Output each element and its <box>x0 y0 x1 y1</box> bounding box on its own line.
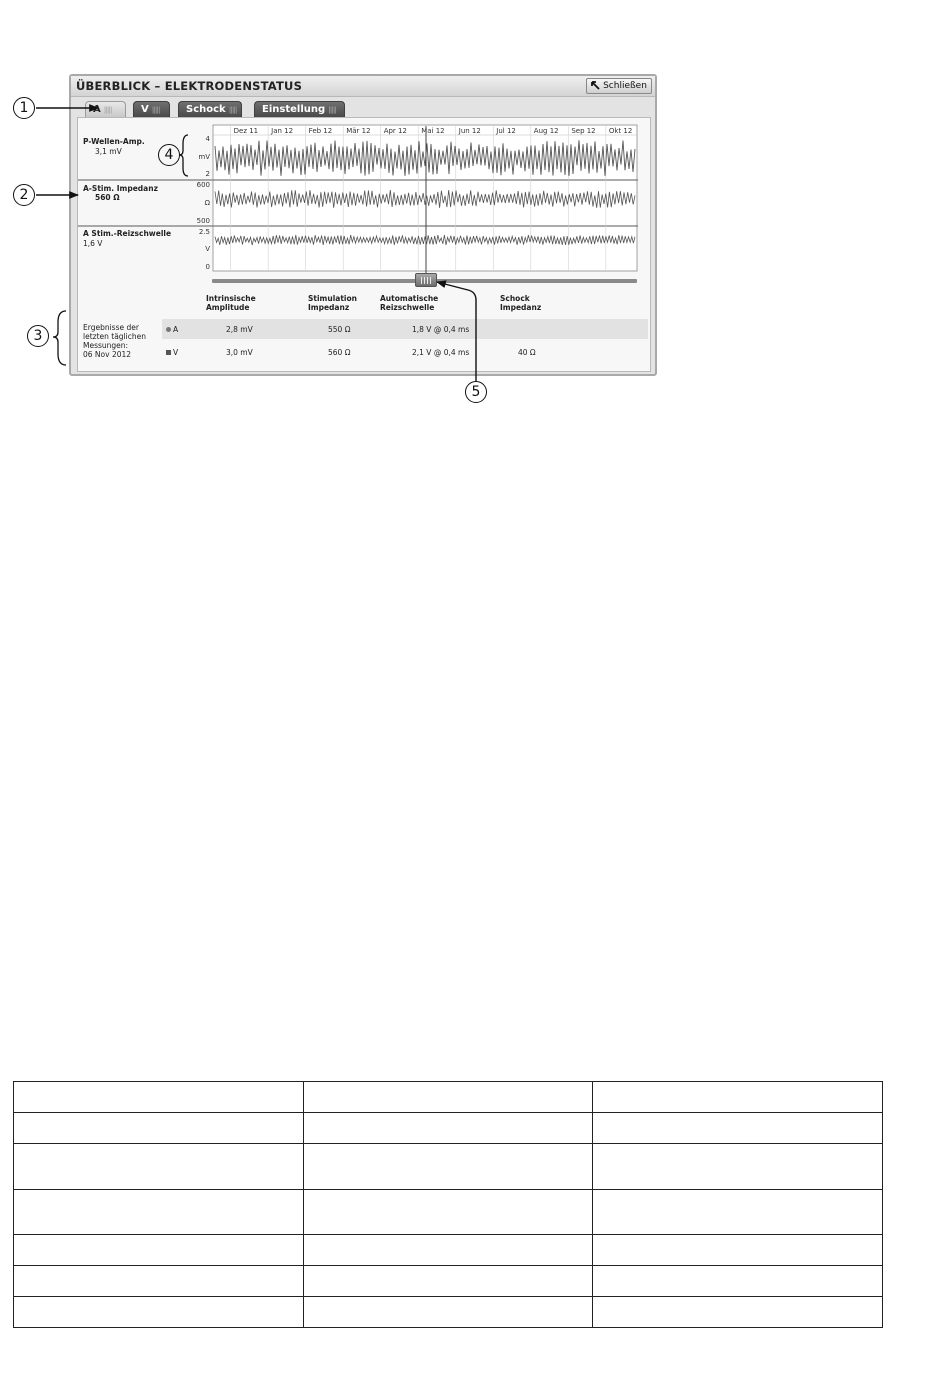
row-label-p-wave: P-Wellen-Amp. <box>83 137 145 146</box>
row-value-threshold: 1,6 V <box>83 239 103 248</box>
callout-4: 4 <box>158 144 180 166</box>
cell-shock: 40 Ω <box>518 348 536 357</box>
table-cell <box>593 1235 883 1266</box>
axis-unit: mV <box>198 153 210 161</box>
col-head-amplitude: Intrinsische Amplitude <box>206 294 256 312</box>
table-cell <box>593 1266 883 1297</box>
tab-schock-label: Schock <box>186 104 226 115</box>
cell-impedance: 560 Ω <box>328 348 351 357</box>
brace-4 <box>179 135 188 176</box>
callout-5: 5 <box>465 381 487 403</box>
table-cell <box>303 1113 593 1144</box>
month-label: Sep 12 <box>571 127 596 135</box>
month-label: Jun 12 <box>458 127 481 135</box>
tab-einstellung[interactable]: Einstellung ||||| <box>254 101 345 117</box>
table-cell <box>593 1113 883 1144</box>
cell-threshold: 1,8 V @ 0,4 ms <box>412 325 470 334</box>
month-label: Mai 12 <box>421 127 445 135</box>
month-label: Dez 11 <box>233 127 259 135</box>
month-label: Mär 12 <box>346 127 371 135</box>
table-cell <box>14 1266 304 1297</box>
tab-einstellung-label: Einstellung <box>262 104 326 115</box>
tab-schock[interactable]: Schock ||||| <box>178 101 242 117</box>
col-head-shock-impedance: Schock Impedanz <box>500 294 542 312</box>
table-row <box>14 1266 883 1297</box>
empty-table <box>13 1081 883 1328</box>
cell-threshold: 2,1 V @ 0,4 ms <box>412 348 470 357</box>
table-cell <box>593 1190 883 1235</box>
table-row <box>14 1113 883 1144</box>
table-cell <box>593 1297 883 1328</box>
callout-2: 2 <box>13 184 35 206</box>
row-value-impedance: 560 Ω <box>95 193 120 202</box>
chamber-a: A <box>166 325 178 334</box>
table-cell <box>14 1235 304 1266</box>
table-cell <box>593 1144 883 1190</box>
table-cell <box>303 1235 593 1266</box>
month-label: Feb 12 <box>308 127 333 135</box>
table-cell <box>303 1266 593 1297</box>
axis-tick: 500 <box>196 217 210 225</box>
axis-tick: 0 <box>205 263 210 271</box>
results-date: 06 Nov 2012 <box>83 350 132 359</box>
table-row <box>14 1297 883 1328</box>
col-head-stim-impedance: Stimulation Impedanz <box>308 294 357 312</box>
axis-tick: 2.5 <box>198 228 210 236</box>
month-label: Aug 12 <box>533 127 559 135</box>
window-title: ÜBERBLICK – ELEKTRODENSTATUS <box>76 79 303 93</box>
callout-1: 1 <box>13 97 35 119</box>
table-row <box>14 1082 883 1113</box>
axis-unit: Ω <box>204 199 210 207</box>
table-cell <box>14 1082 304 1113</box>
table-cell <box>303 1297 593 1328</box>
close-button-label: Schließen <box>603 81 647 91</box>
cell-amplitude: 2,8 mV <box>226 325 253 334</box>
table-cell <box>303 1082 593 1113</box>
col-head-threshold: Automatische Reizschwelle <box>380 294 439 312</box>
callout-arrows <box>0 0 950 420</box>
table-cell <box>14 1190 304 1235</box>
row-value-p-wave: 3,1 mV <box>95 147 122 156</box>
row-label-impedance: A-Stim. Impedanz <box>83 184 158 193</box>
table-cell <box>303 1144 593 1190</box>
cell-amplitude: 3,0 mV <box>226 348 253 357</box>
arrow-5 <box>437 282 476 381</box>
row-label-threshold: A Stim.-Reizschwelle <box>83 229 172 238</box>
axis-unit: V <box>205 245 210 253</box>
tab-v[interactable]: V ||||| <box>133 101 170 117</box>
tab-a[interactable]: A ||||| <box>85 101 126 117</box>
brace-3 <box>53 311 66 365</box>
table-cell <box>303 1190 593 1235</box>
cell-impedance: 550 Ω <box>328 325 351 334</box>
table-cell <box>14 1113 304 1144</box>
axis-tick: 600 <box>196 181 210 189</box>
axis-tick: 2 <box>205 170 210 178</box>
tab-a-label: A <box>93 104 101 115</box>
month-label: Jul 12 <box>496 127 516 135</box>
chamber-v: V <box>166 348 178 357</box>
callout-3: 3 <box>27 325 49 347</box>
month-label: Okt 12 <box>608 127 633 135</box>
table-cell <box>14 1297 304 1328</box>
table-cell <box>593 1082 883 1113</box>
table-row <box>14 1190 883 1235</box>
axis-tick: 4 <box>205 135 210 143</box>
month-label: Apr 12 <box>383 127 407 135</box>
table-cell <box>14 1144 304 1190</box>
results-label: Ergebnisse der letzten täglichen Messungen: 06 Nov 2012 <box>83 323 146 359</box>
month-label: Jan 12 <box>271 127 294 135</box>
table-row <box>14 1144 883 1190</box>
table-row <box>14 1235 883 1266</box>
tab-v-label: V <box>141 104 149 115</box>
